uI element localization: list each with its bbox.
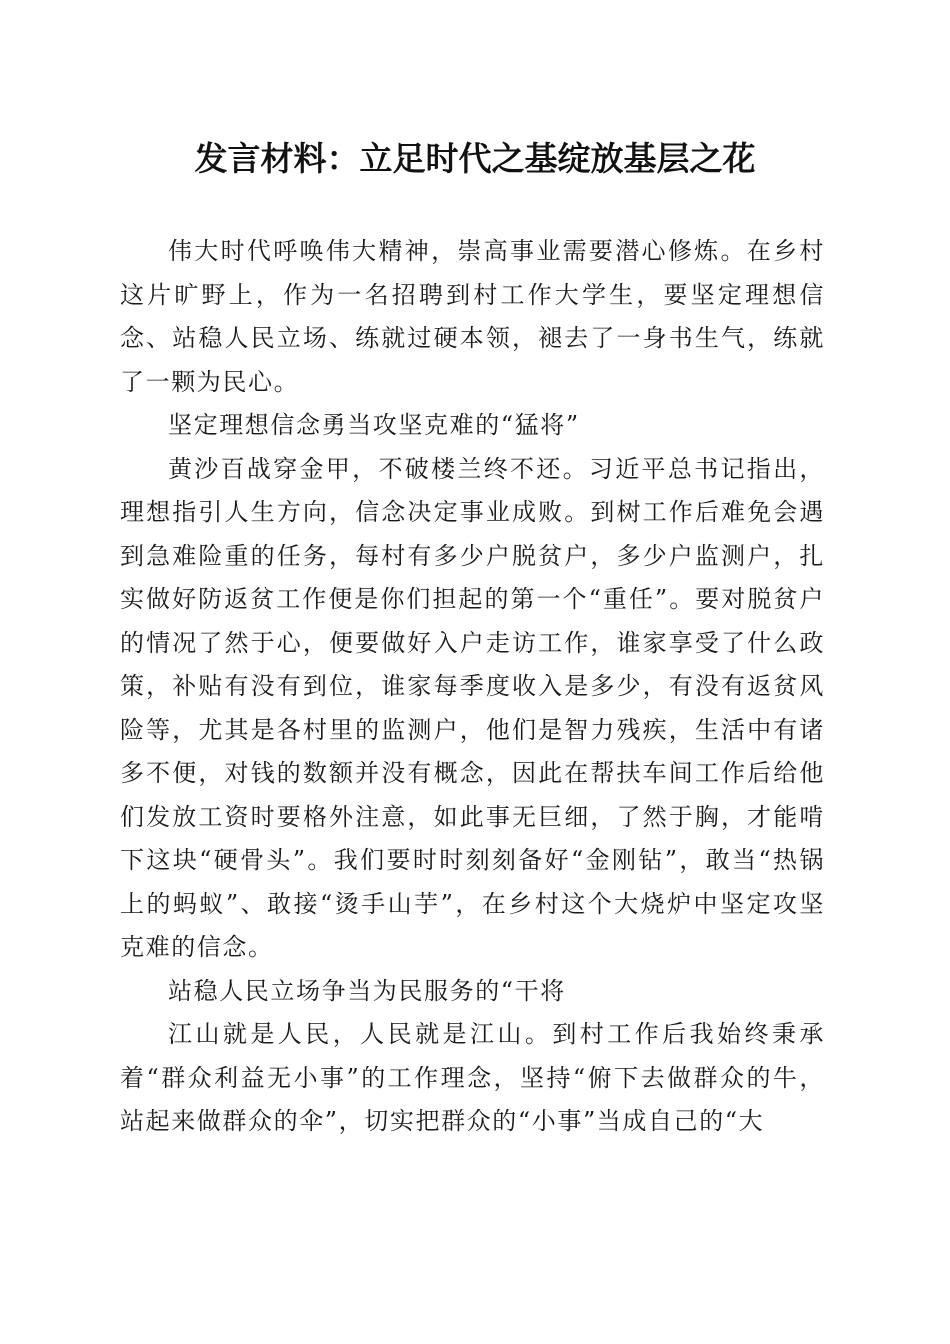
- intro-paragraph: 伟大时代呼唤伟大精神，崇高事业需要潜心修炼。在乡村这片旷野上，作为一名招聘到村工作大学生，要坚定理想信念、站稳人民立场、练就过硬本领，褪去了一身书生气，练就了一颗为民心。: [120, 237, 825, 396]
- people-paragraph: 江山就是人民，人民就是江山。到村工作后我始终秉承着“群众利益无小事”的工作理念，坚持“俯下去做群众的牛，站起来做群众的伞”，切实把群众的“小事”当成自己的“大: [120, 1020, 825, 1135]
- ideals-paragraph: 黄沙百战穿金甲，不破楼兰终不还。习近平总书记指出，理想指引人生方向，信念决定事业成败。到树工作后难免会遇到急难险重的任务，每村有多少户脱贫户，多少户监测户，扎实做好防返贫工作便是你们担起的第一个“重任”。要对脱贫户的情况了然于心，便要做好入户走访工作，谁家享受了什么政策，补贴有没有到位，谁家每季度收入是多少，有没有返贫风险等，尤其是各村里的监测户，他们是智力残疾，生活中有诸多不便，对钱的数额并没有概念，因此在帮扶车间工作后给他们发放工资时要格外注意，如此事无巨细，了然于胸，才能啃下这块“硬骨头”。我们要时时刻刻备好“金刚钻”，敢当“热锅上的蚂蚁”、敢接“烫手山芋”，在乡村这个大烧炉中坚定攻坚克难的信念。: [120, 454, 825, 961]
- section-heading-people: 站稳人民立场争当为民服务的“干将: [168, 976, 566, 1005]
- section-heading-ideals: 坚定理想信念勇当攻坚克难的“猛将”: [168, 411, 580, 439]
- document-title: 发言材料：立足时代之基绽放基层之花: [194, 139, 756, 178]
- document-body: [120, 230, 825, 1144]
